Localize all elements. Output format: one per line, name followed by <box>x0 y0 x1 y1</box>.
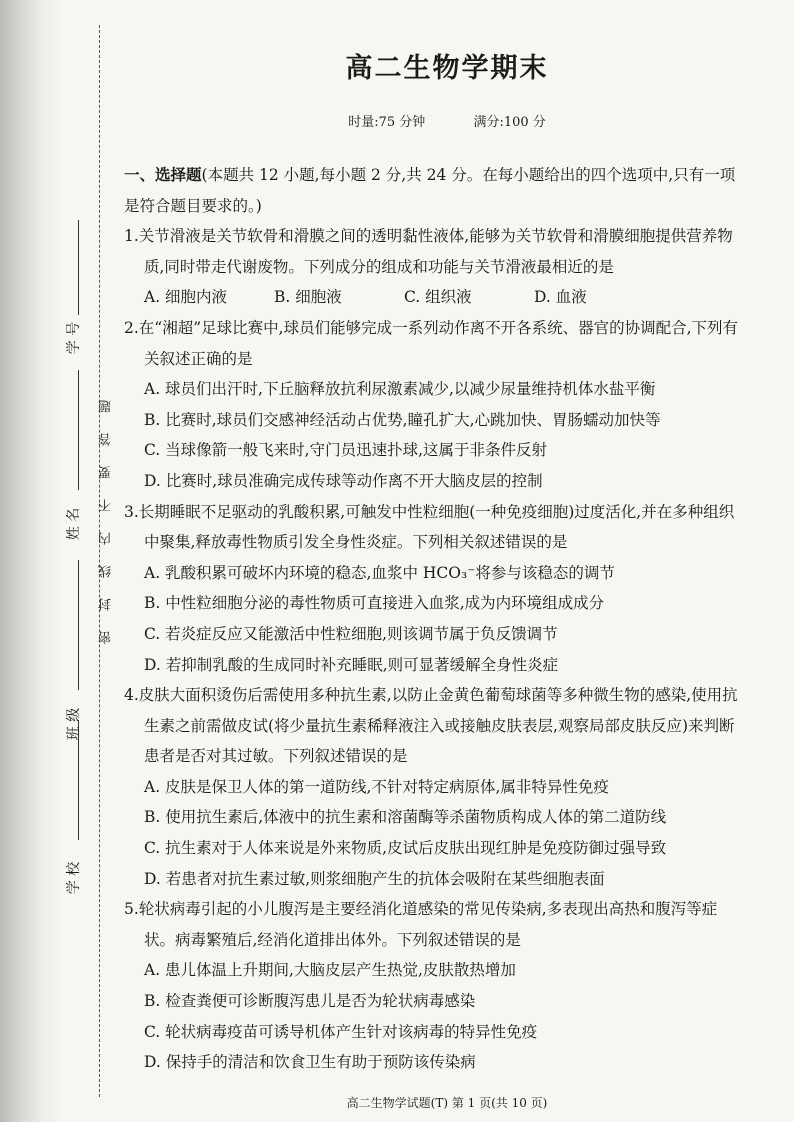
question-stem: 3.长期睡眠不足驱动的乳酸积累,可触发中性粒细胞(一种免疫细胞)过度活化,并在多种组织中聚集,释放毒性物质引发全身性炎症。下列相关叙述错误的是 <box>124 502 735 552</box>
exam-score: 满分:100 分 <box>473 115 546 130</box>
student-number-label: 学 号 <box>66 321 82 355</box>
option-c: C. 若炎症反应又能激活中性粒细胞,则该调节属于负反馈调节 <box>144 624 558 643</box>
question-stem: 2.在“湘超”足球比赛中,球员们能够完成一系列动作离不开各系统、器官的协调配合,下列有关叙述正确的是 <box>124 318 738 368</box>
option-c: C. 轮状病毒疫苗可诱导机体产生针对该病毒的特异性免疫 <box>144 1022 538 1041</box>
question-stem: 4.皮肤大面积烫伤后需使用多种抗生素,以防止金黄色葡萄球菌等多种微生物的感染,使用抗生素之前需做皮试(将少量抗生素稀释液注入或接触皮肤表层,观察局部皮肤反应)来判断患者是否对其过敏。下列叙述错误的是 <box>124 686 738 766</box>
question-2 <box>124 313 744 497</box>
question-1 <box>124 221 744 313</box>
option-a: A. 细胞内液 <box>144 288 228 307</box>
option-c: C. 当球像箭一般飞来时,守门员迅速扑球,这属于非条件反射 <box>144 441 548 460</box>
option-d: D. 保持手的清洁和饮食卫生有助于预防该传染病 <box>144 1053 476 1072</box>
section-header <box>124 160 744 221</box>
option-b: B. 中性粒细胞分泌的毒性物质可直接进入血浆,成为内环境组成成分 <box>144 594 605 613</box>
question-section <box>124 160 744 1078</box>
name-label: 姓 名 <box>66 507 82 541</box>
student-number-underline <box>78 220 79 315</box>
option-b: B. 细胞液 <box>274 288 342 307</box>
question-5 <box>124 894 744 1078</box>
class-underline <box>78 560 79 690</box>
section-instruction: (本题共 12 小题,每小题 2 分,共 24 分。在每小题给出的四个选项中,只有一项是符合题目要求的。) <box>124 166 736 215</box>
option-b: B. 检查粪便可诊断腹泻患儿是否为轮状病毒感染 <box>144 992 476 1011</box>
class-label: 班 级 <box>66 707 82 741</box>
option-a: A. 乳酸积累可破坏内环境的稳态,血浆中 HCO₃⁻将参与该稳态的调节 <box>144 563 615 582</box>
option-d: D. 比赛时,球员准确完成传球等动作离不开大脑皮层的控制 <box>144 471 543 490</box>
option-d: D. 血液 <box>534 288 587 307</box>
question-stem: 1.关节滑液是关节软骨和滑膜之间的透明黏性液体,能够为关节软骨和滑膜细胞提供营养物质,同时带走代谢废物。下列成分的组成和功能与关节滑液最相近的是 <box>124 227 733 276</box>
exam-meta <box>100 111 794 130</box>
seal-note: 密封线内不要答题 <box>99 380 114 644</box>
option-a: A. 皮肤是保卫人体的第一道防线,不针对特定病原体,属非特异性免疫 <box>144 777 609 796</box>
name-underline <box>78 370 79 490</box>
option-b: B. 使用抗生素后,体液中的抗生素和溶菌酶等杀菌物质构成人体的第二道防线 <box>144 808 667 827</box>
option-c: C. 组织液 <box>404 288 472 307</box>
question-4 <box>124 680 744 894</box>
section-heading: 一、选择题 <box>124 166 202 184</box>
option-b: B. 比赛时,球员们交感神经活动占优势,瞳孔扩大,心跳加快、胃肠蠕动加快等 <box>144 410 661 429</box>
page-footer: 高二生物学试题(T) 第 1 页(共 10 页) <box>346 1096 548 1110</box>
option-a: A. 患儿体温上升期间,大脑皮层产生热觉,皮肤散热增加 <box>144 961 516 980</box>
option-c: C. 抗生素对于人体来说是外来物质,皮试后皮肤出现红肿是免疫防御过强导致 <box>144 839 667 858</box>
page-title: 高二生物学期末 <box>345 53 549 84</box>
exam-time: 时量:75 分钟 <box>348 115 426 130</box>
question-stem: 5.轮状病毒引起的小儿腹泻是主要经消化道感染的常见传染病,多表现出高热和腹泻等症状。病毒繁殖后,经消化道排出体外。下列叙述错误的是 <box>124 900 718 949</box>
binding-strip <box>0 0 62 1122</box>
option-d: D. 若患者对抗生素过敏,则浆细胞产生的抗体会吸附在某些细胞表面 <box>144 869 605 888</box>
option-a: A. 球员们出汗时,下丘脑释放抗利尿激素减少,以减少尿量维持机体水盐平衡 <box>144 380 656 399</box>
school-label: 学 校 <box>66 861 82 895</box>
option-d: D. 若抑制乳酸的生成同时补充睡眠,则可显著缓解全身性炎症 <box>144 655 559 674</box>
options-row <box>124 282 744 313</box>
question-3 <box>124 497 744 681</box>
